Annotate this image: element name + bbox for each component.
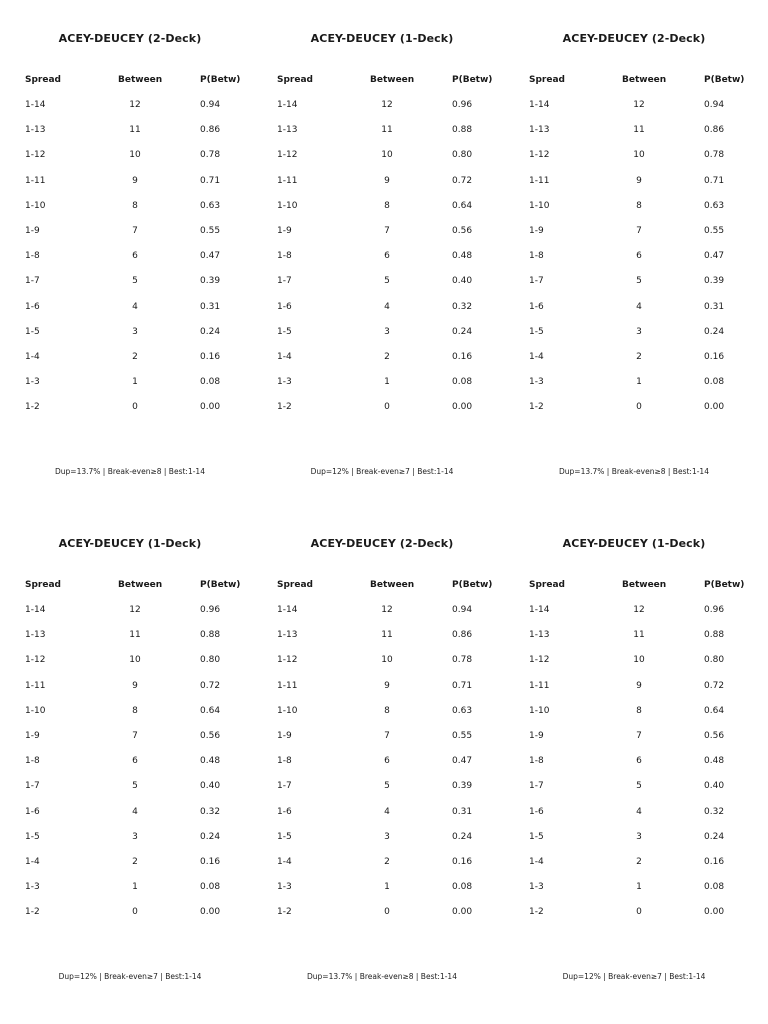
between-cell: 6 — [636, 756, 642, 767]
between-cell: 12 — [633, 100, 645, 110]
between-cell: 10 — [381, 150, 393, 161]
between-cell: 6 — [384, 756, 390, 767]
probability-header: P(Betw) — [452, 580, 493, 590]
between-header: Between — [622, 580, 667, 590]
spread-cell: 1-12 — [529, 655, 550, 666]
between-cell: 11 — [633, 125, 645, 136]
probability-cell: 0.00 — [452, 907, 473, 918]
probability-cell: 0.48 — [200, 756, 221, 767]
spread-cell: 1-14 — [529, 100, 550, 110]
spread-cell: 1-13 — [277, 125, 298, 136]
probability-cell: 0.80 — [200, 655, 221, 666]
probability-cell: 0.31 — [452, 806, 473, 817]
spread-cell: 1-4 — [25, 857, 40, 867]
between-cell: 10 — [633, 150, 645, 161]
probability-cell: 0.24 — [704, 831, 725, 842]
spread-cell: 1-14 — [277, 605, 298, 615]
spread-cell: 1-7 — [529, 781, 544, 792]
card-title: ACEY-DEUCEY (2-Deck) — [58, 32, 202, 45]
spread-cell: 1-13 — [25, 630, 46, 641]
probability-cell: 0.16 — [200, 857, 221, 867]
probability-cell: 0.80 — [704, 655, 725, 666]
between-cell: 0 — [132, 907, 138, 918]
probability-cell: 0.40 — [200, 781, 221, 792]
card-title: ACEY-DEUCEY (1-Deck) — [562, 537, 706, 550]
probability-cell: 0.72 — [704, 680, 725, 691]
between-cell: 2 — [636, 352, 642, 362]
odds-card — [0, 0, 252, 505]
probability-cell: 0.16 — [704, 352, 725, 362]
odds-card — [504, 0, 756, 505]
probability-cell: 0.00 — [200, 907, 221, 918]
probability-cell: 0.96 — [200, 605, 221, 615]
between-cell: 1 — [636, 882, 642, 893]
spread-cell: 1-5 — [529, 326, 544, 337]
probability-cell: 0.39 — [452, 781, 473, 792]
between-cell: 7 — [384, 731, 390, 741]
between-cell: 8 — [384, 200, 390, 211]
spread-cell: 1-5 — [529, 831, 544, 842]
between-cell: 10 — [633, 655, 645, 666]
spread-cell: 1-10 — [25, 705, 46, 716]
spread-cell: 1-2 — [25, 907, 40, 918]
between-cell: 8 — [132, 705, 138, 716]
spread-cell: 1-5 — [277, 831, 292, 842]
probability-cell: 0.40 — [452, 276, 473, 287]
spread-cell: 1-4 — [25, 352, 40, 362]
probability-cell: 0.39 — [200, 276, 221, 287]
spread-cell: 1-11 — [529, 680, 550, 691]
between-cell: 4 — [384, 301, 390, 312]
spread-cell: 1-3 — [529, 377, 544, 388]
between-cell: 1 — [636, 377, 642, 388]
probability-cell: 0.32 — [704, 806, 725, 817]
between-cell: 12 — [381, 605, 393, 615]
between-header: Between — [118, 75, 163, 85]
probability-header: P(Betw) — [452, 75, 493, 85]
spread-cell: 1-12 — [529, 150, 550, 161]
between-cell: 8 — [636, 705, 642, 716]
probability-cell: 0.48 — [704, 756, 725, 767]
probability-cell: 0.24 — [452, 326, 473, 337]
probability-cell: 0.86 — [200, 125, 221, 136]
spread-cell: 1-6 — [25, 301, 40, 312]
between-cell: 3 — [636, 831, 642, 842]
probability-cell: 0.86 — [704, 125, 725, 136]
spread-cell: 1-8 — [529, 251, 544, 262]
between-cell: 4 — [384, 806, 390, 817]
spread-header: Spread — [25, 75, 61, 85]
probability-cell: 0.94 — [704, 100, 725, 110]
between-cell: 8 — [384, 705, 390, 716]
between-cell: 0 — [636, 402, 642, 413]
between-cell: 6 — [132, 756, 138, 767]
between-cell: 12 — [129, 605, 141, 615]
spread-cell: 1-3 — [277, 377, 292, 388]
probability-cell: 0.08 — [452, 882, 473, 893]
probability-cell: 0.08 — [704, 882, 725, 893]
probability-cell: 0.96 — [452, 100, 473, 110]
probability-cell: 0.08 — [452, 377, 473, 388]
spread-cell: 1-12 — [25, 655, 46, 666]
probability-cell: 0.00 — [704, 907, 725, 918]
spread-cell: 1-3 — [529, 882, 544, 893]
between-cell: 9 — [132, 175, 138, 186]
probability-cell: 0.56 — [200, 731, 221, 741]
between-cell: 9 — [132, 680, 138, 691]
between-cell: 5 — [384, 276, 390, 287]
probability-cell: 0.16 — [704, 857, 725, 867]
between-cell: 4 — [636, 806, 642, 817]
spread-cell: 1-2 — [25, 402, 40, 413]
spread-cell: 1-12 — [25, 150, 46, 161]
spread-cell: 1-8 — [25, 251, 40, 262]
probability-cell: 0.63 — [452, 705, 473, 716]
probability-cell: 0.55 — [452, 731, 473, 741]
probability-cell: 0.64 — [200, 705, 221, 716]
probability-cell: 0.71 — [452, 680, 473, 691]
between-cell: 5 — [636, 781, 642, 792]
probability-cell: 0.78 — [200, 150, 221, 161]
spread-cell: 1-7 — [277, 781, 292, 792]
spread-cell: 1-9 — [25, 226, 40, 236]
probability-header: P(Betw) — [704, 580, 745, 590]
between-cell: 5 — [132, 276, 138, 287]
between-cell: 3 — [132, 326, 138, 337]
spread-cell: 1-10 — [25, 200, 46, 211]
spread-cell: 1-4 — [277, 857, 292, 867]
probability-cell: 0.47 — [704, 251, 725, 262]
spread-cell: 1-12 — [277, 655, 298, 666]
spread-cell: 1-11 — [25, 175, 46, 186]
between-cell: 3 — [384, 326, 390, 337]
probability-cell: 0.55 — [200, 226, 221, 236]
spread-cell: 1-14 — [25, 605, 46, 615]
between-cell: 1 — [132, 882, 138, 893]
spread-cell: 1-5 — [25, 831, 40, 842]
probability-cell: 0.86 — [452, 630, 473, 641]
probability-cell: 0.24 — [704, 326, 725, 337]
spread-header: Spread — [529, 75, 565, 85]
probability-cell: 0.08 — [200, 377, 221, 388]
probability-cell: 0.71 — [200, 175, 221, 186]
probability-cell: 0.88 — [200, 630, 221, 641]
between-cell: 10 — [129, 150, 141, 161]
between-cell: 4 — [636, 301, 642, 312]
spread-cell: 1-5 — [277, 326, 292, 337]
spread-cell: 1-11 — [277, 175, 298, 186]
between-cell: 4 — [132, 806, 138, 817]
probability-cell: 0.32 — [452, 301, 473, 312]
spread-cell: 1-6 — [277, 301, 292, 312]
card-footer: Dup=12% | Break-even≥7 | Best:1-14 — [58, 972, 202, 981]
card-title: ACEY-DEUCEY (2-Deck) — [562, 32, 706, 45]
spread-cell: 1-13 — [529, 630, 550, 641]
spread-cell: 1-9 — [25, 731, 40, 741]
spread-cell: 1-3 — [25, 882, 40, 893]
between-cell: 3 — [384, 831, 390, 842]
spread-cell: 1-8 — [529, 756, 544, 767]
probability-cell: 0.00 — [452, 402, 473, 413]
probability-header: P(Betw) — [200, 580, 241, 590]
between-cell: 7 — [384, 226, 390, 236]
between-cell: 11 — [129, 630, 141, 641]
probability-cell: 0.96 — [704, 605, 725, 615]
between-cell: 11 — [129, 125, 141, 136]
spread-cell: 1-11 — [529, 175, 550, 186]
probability-cell: 0.48 — [452, 251, 473, 262]
probability-cell: 0.78 — [452, 655, 473, 666]
card-title: ACEY-DEUCEY (1-Deck) — [310, 32, 454, 45]
spread-header: Spread — [529, 580, 565, 590]
probability-cell: 0.72 — [452, 175, 473, 186]
spread-cell: 1-13 — [529, 125, 550, 136]
probability-cell: 0.56 — [704, 731, 725, 741]
spread-cell: 1-8 — [277, 251, 292, 262]
between-cell: 9 — [636, 680, 642, 691]
probability-cell: 0.31 — [200, 301, 221, 312]
odds-card — [252, 505, 504, 1010]
spread-cell: 1-2 — [277, 402, 292, 413]
between-cell: 11 — [381, 630, 393, 641]
card-footer: Dup=13.7% | Break-even≥8 | Best:1-14 — [559, 467, 709, 476]
between-cell: 10 — [381, 655, 393, 666]
between-cell: 4 — [132, 301, 138, 312]
spread-cell: 1-3 — [25, 377, 40, 388]
spread-cell: 1-4 — [277, 352, 292, 362]
probability-cell: 0.40 — [704, 781, 725, 792]
between-cell: 5 — [132, 781, 138, 792]
spread-cell: 1-12 — [277, 150, 298, 161]
spread-cell: 1-11 — [25, 680, 46, 691]
between-cell: 1 — [132, 377, 138, 388]
probability-cell: 0.39 — [704, 276, 725, 287]
spread-cell: 1-13 — [277, 630, 298, 641]
between-cell: 6 — [636, 251, 642, 262]
odds-card — [252, 0, 504, 505]
probability-cell: 0.32 — [200, 806, 221, 817]
spread-cell: 1-4 — [529, 352, 544, 362]
probability-header: P(Betw) — [200, 75, 241, 85]
card-footer: Dup=13.7% | Break-even≥8 | Best:1-14 — [55, 467, 205, 476]
spread-cell: 1-7 — [25, 276, 40, 287]
between-cell: 12 — [633, 605, 645, 615]
spread-cell: 1-14 — [529, 605, 550, 615]
probability-cell: 0.56 — [452, 226, 473, 236]
between-header: Between — [370, 75, 415, 85]
between-cell: 7 — [636, 226, 642, 236]
probability-cell: 0.24 — [200, 831, 221, 842]
spread-cell: 1-10 — [277, 200, 298, 211]
spread-cell: 1-2 — [529, 907, 544, 918]
probability-cell: 0.64 — [452, 200, 473, 211]
spread-cell: 1-11 — [277, 680, 298, 691]
spread-header: Spread — [277, 75, 313, 85]
between-cell: 5 — [384, 781, 390, 792]
spread-header: Spread — [277, 580, 313, 590]
spread-cell: 1-9 — [277, 731, 292, 741]
between-header: Between — [118, 580, 163, 590]
probability-cell: 0.94 — [452, 605, 473, 615]
probability-cell: 0.00 — [704, 402, 725, 413]
spread-cell: 1-4 — [529, 857, 544, 867]
spread-cell: 1-7 — [277, 276, 292, 287]
probability-cell: 0.88 — [452, 125, 473, 136]
probability-header: P(Betw) — [704, 75, 745, 85]
probability-cell: 0.08 — [200, 882, 221, 893]
between-cell: 1 — [384, 882, 390, 893]
probability-cell: 0.80 — [452, 150, 473, 161]
between-cell: 2 — [132, 857, 138, 867]
between-cell: 6 — [384, 251, 390, 262]
probability-cell: 0.64 — [704, 705, 725, 716]
between-cell: 12 — [129, 100, 141, 110]
between-cell: 8 — [636, 200, 642, 211]
probability-cell: 0.55 — [704, 226, 725, 236]
card-footer: Dup=12% | Break-even≥7 | Best:1-14 — [310, 467, 454, 476]
spread-cell: 1-2 — [277, 907, 292, 918]
spread-cell: 1-13 — [25, 125, 46, 136]
between-cell: 9 — [384, 175, 390, 186]
between-cell: 6 — [132, 251, 138, 262]
spread-cell: 1-14 — [25, 100, 46, 110]
between-cell: 2 — [636, 857, 642, 867]
spread-cell: 1-9 — [277, 226, 292, 236]
card-footer: Dup=12% | Break-even≥7 | Best:1-14 — [562, 972, 706, 981]
odds-card — [504, 505, 756, 1010]
spread-cell: 1-2 — [529, 402, 544, 413]
between-cell: 3 — [132, 831, 138, 842]
card-title: ACEY-DEUCEY (2-Deck) — [310, 537, 454, 550]
spread-cell: 1-6 — [277, 806, 292, 817]
spread-cell: 1-5 — [25, 326, 40, 337]
spread-cell: 1-6 — [529, 806, 544, 817]
spread-cell: 1-7 — [529, 276, 544, 287]
spread-header: Spread — [25, 580, 61, 590]
between-cell: 7 — [636, 731, 642, 741]
between-cell: 2 — [132, 352, 138, 362]
probability-cell: 0.24 — [200, 326, 221, 337]
between-cell: 7 — [132, 731, 138, 741]
spread-cell: 1-6 — [529, 301, 544, 312]
spread-cell: 1-10 — [529, 200, 550, 211]
between-cell: 0 — [636, 907, 642, 918]
between-cell: 0 — [384, 402, 390, 413]
probability-cell: 0.00 — [200, 402, 221, 413]
spread-cell: 1-8 — [25, 756, 40, 767]
probability-cell: 0.16 — [452, 857, 473, 867]
probability-cell: 0.71 — [704, 175, 725, 186]
spread-cell: 1-14 — [277, 100, 298, 110]
probability-cell: 0.16 — [200, 352, 221, 362]
spread-cell: 1-8 — [277, 756, 292, 767]
spread-cell: 1-9 — [529, 731, 544, 741]
probability-cell: 0.08 — [704, 377, 725, 388]
probability-cell: 0.63 — [704, 200, 725, 211]
card-footer: Dup=13.7% | Break-even≥8 | Best:1-14 — [307, 972, 457, 981]
between-cell: 10 — [129, 655, 141, 666]
probability-cell: 0.47 — [452, 756, 473, 767]
between-cell: 3 — [636, 326, 642, 337]
between-cell: 5 — [636, 276, 642, 287]
spread-cell: 1-7 — [25, 781, 40, 792]
probability-cell: 0.94 — [200, 100, 221, 110]
between-cell: 2 — [384, 352, 390, 362]
spread-cell: 1-3 — [277, 882, 292, 893]
between-cell: 0 — [132, 402, 138, 413]
probability-cell: 0.78 — [704, 150, 725, 161]
spread-cell: 1-10 — [529, 705, 550, 716]
odds-card — [0, 505, 252, 1010]
probability-cell: 0.24 — [452, 831, 473, 842]
between-cell: 7 — [132, 226, 138, 236]
between-header: Between — [622, 75, 667, 85]
between-cell: 1 — [384, 377, 390, 388]
between-cell: 9 — [636, 175, 642, 186]
spread-cell: 1-9 — [529, 226, 544, 236]
between-cell: 0 — [384, 907, 390, 918]
spread-cell: 1-6 — [25, 806, 40, 817]
probability-cell: 0.47 — [200, 251, 221, 262]
between-cell: 11 — [633, 630, 645, 641]
between-cell: 12 — [381, 100, 393, 110]
between-cell: 11 — [381, 125, 393, 136]
card-title: ACEY-DEUCEY (1-Deck) — [58, 537, 202, 550]
probability-cell: 0.16 — [452, 352, 473, 362]
spread-cell: 1-10 — [277, 705, 298, 716]
probability-cell: 0.88 — [704, 630, 725, 641]
between-cell: 8 — [132, 200, 138, 211]
between-header: Between — [370, 580, 415, 590]
probability-cell: 0.72 — [200, 680, 221, 691]
probability-cell: 0.63 — [200, 200, 221, 211]
between-cell: 2 — [384, 857, 390, 867]
between-cell: 9 — [384, 680, 390, 691]
probability-cell: 0.31 — [704, 301, 725, 312]
